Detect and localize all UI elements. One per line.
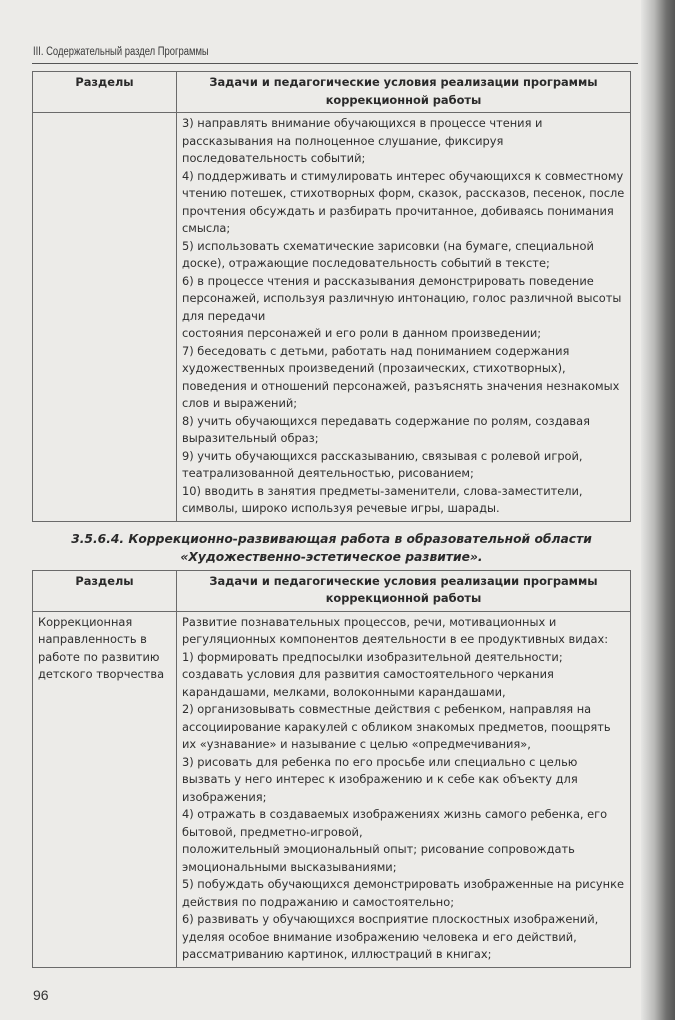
task-item: 3) рисовать для ребенка по его просьбе или специально с целью вызвать у него интерес к изображению и к себе как объекту для изображения; — [182, 754, 578, 804]
book-page-edge-shadow — [641, 0, 675, 1020]
program-table-art-development — [32, 570, 631, 968]
task-item: 1) формировать предпосылки изобразительной деятельности; создавать условия для развития самостоятельного черкания карандашами, мелками, волоконными карандашами, — [182, 649, 563, 699]
column-header-sections: Разделы — [33, 72, 177, 113]
column-header-tasks: Задачи и педагогические условия реализации программы коррекционной работы — [177, 72, 631, 113]
task-item: 6) развивать у обучающихся восприятие плоскостных изображений, уделяя особое внимание изображению человека и его действий, рассматриванию картинок, иллюстраций в книгах; — [182, 912, 599, 961]
task-item: Развитие познавательных процессов, речи, мотивационных и регуляционных компонентов деятельности в ее продуктивных видах: — [182, 614, 609, 646]
section-heading-line: 3.5.6.4. Коррекционно-развивающая работа в образовательной области — [71, 531, 592, 546]
task-item: 10) вводить в занятия предметы-заменители, слова-заместители, символы, широко используя речевые игры, шарады. — [182, 483, 583, 515]
task-item: 7) беседовать с детьми, работать над пониманием содержания художественных произведений (прозаических, стихотворных), поведения и отношений персонажей, разъяснять значения незнакомых слов и выражений; — [182, 343, 620, 410]
task-item: положительный эмоциональный опыт; рисование сопровождать эмоциональными высказываниями; — [182, 842, 575, 874]
task-item: 5) использовать схематические зарисовки (на бумаге, специальной доске), отражающие последовательность событий в тексте; — [182, 238, 594, 270]
task-item: 8) учить обучающихся передавать содержание по ролям, создавая выразительный образ; — [182, 413, 590, 445]
task-item: 5) побуждать обучающихся демонстрировать изображенные на рисунке действия по подражанию и самостоятельно; — [182, 877, 624, 909]
tasks-cell — [177, 611, 631, 967]
table-row — [33, 113, 631, 522]
task-item: 6) в процессе чтения и рассказывания демонстрировать поведение персонажей, используя различную интонацию, голос различной высоты для передачи — [182, 273, 622, 323]
program-table-continued — [32, 71, 631, 522]
section-cell — [33, 113, 177, 522]
task-item: 3) направлять внимание обучающихся в процессе чтения и рассказывания на полноценное слушание, фиксируя последовательность событий; — [182, 116, 543, 165]
page-content — [32, 0, 638, 1020]
column-header-tasks: Задачи и педагогические условия реализации программы коррекционной работы — [177, 570, 631, 611]
running-head: III. Содержательный раздел Программы — [33, 46, 209, 58]
header-rule — [32, 63, 638, 64]
table-header-row — [33, 570, 631, 611]
task-item: 4) поддерживать и стимулировать интерес обучающихся к совместному чтению потешек, стихотворных форм, сказок, рассказов, песенок, после прочтения обсуждать и разбирать прочитанное, добиваясь понимания смысла; — [182, 168, 625, 235]
section-heading — [32, 530, 631, 566]
table-row — [33, 611, 631, 967]
task-item: 2) организовывать совместные действия с ребенком, направляя на ассоциирование каракулей с обликом знакомых предметов, поощрять их «узнавание» и называние с целью «опредмечивания», — [182, 702, 611, 751]
tasks-cell — [177, 113, 631, 522]
page-number: 96 — [33, 986, 49, 1003]
task-item: состояния персонажей и его роли в данном произведении; — [182, 326, 542, 340]
column-header-sections: Разделы — [33, 570, 177, 611]
section-heading-line: «Художественно-эстетическое развитие». — [180, 549, 483, 564]
task-item: 4) отражать в создаваемых изображениях жизнь самого ребенка, его бытовой, предметно-игровой, — [182, 807, 608, 839]
task-item: 9) учить обучающихся рассказыванию, связывая с ролевой игрой, театрализованной деятельностью, рисованием; — [182, 448, 583, 480]
table-header-row — [33, 72, 631, 113]
section-cell: Коррекционная направленность в работе по развитию детского творчества — [33, 611, 177, 967]
